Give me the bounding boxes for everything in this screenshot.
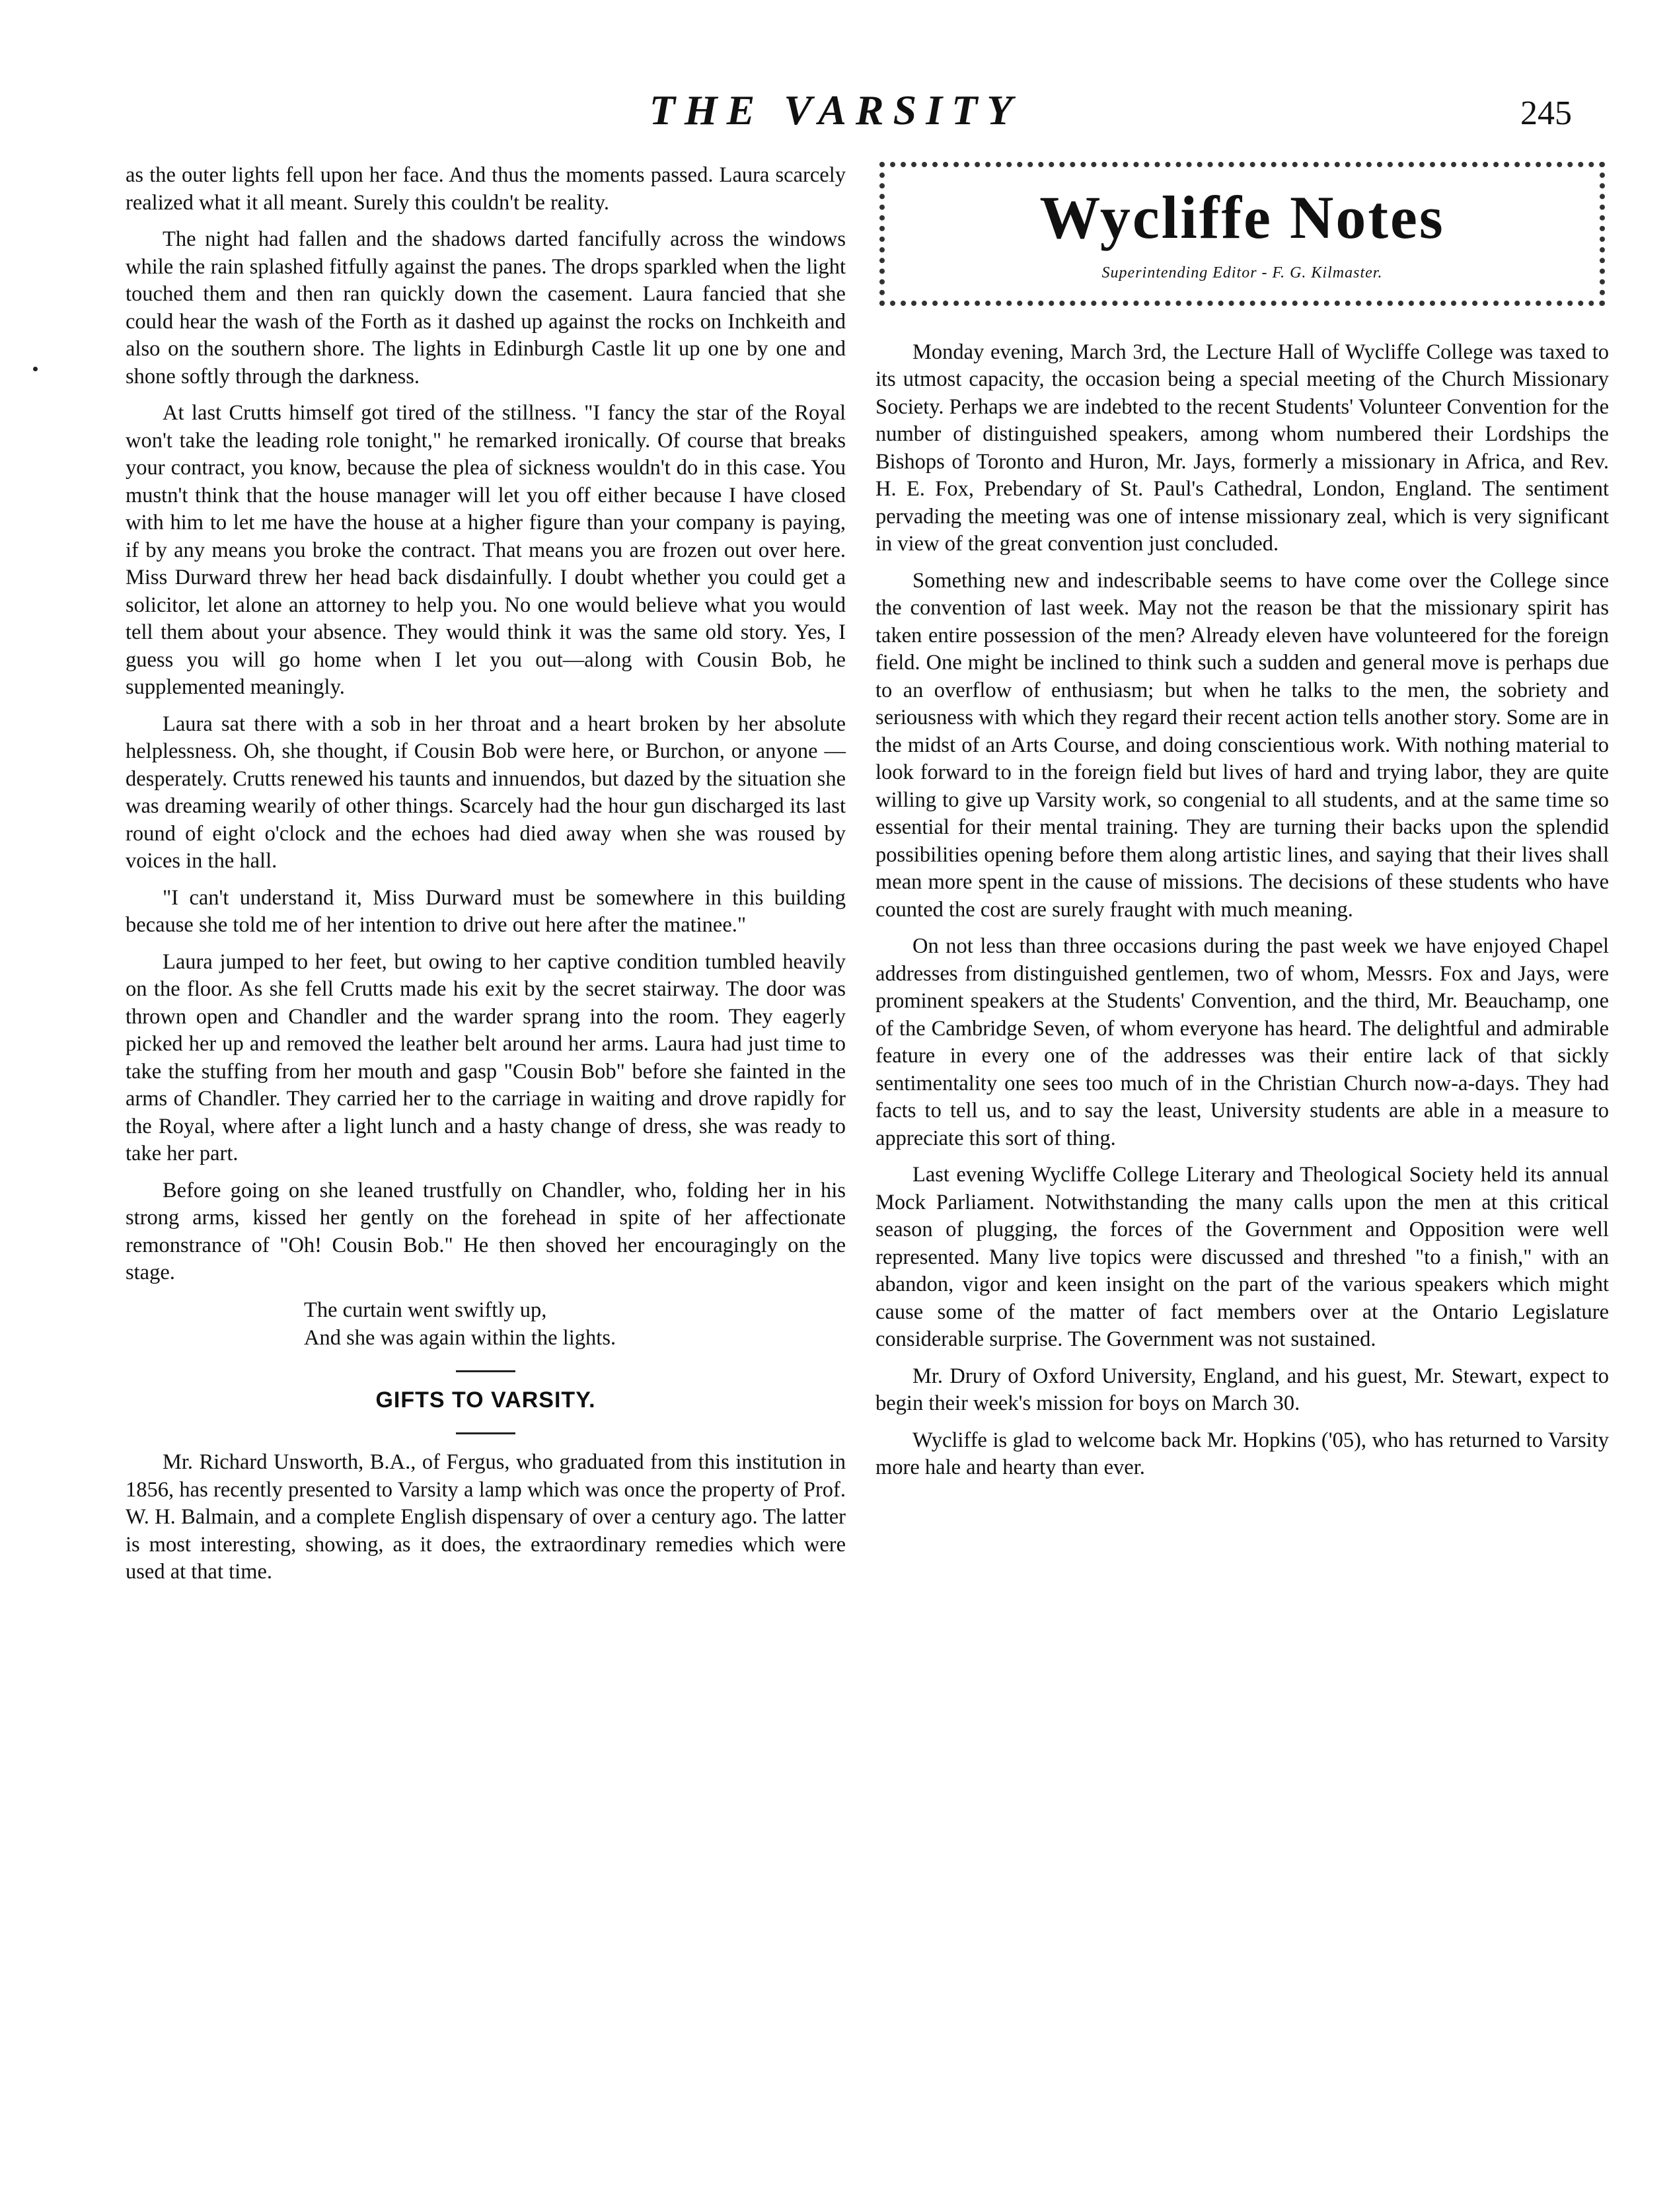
notes-paragraph: Last evening Wycliffe College Literary and Theological Society held its annual Mock Parliament. Notwithstanding the many calls upon the men at this critical season of plugging, the forces of the Government and Opposition were well represented. Many live topics were discussed and threshed "to a finish," with an abandon, vigor and keen insight on the part of the various speakers which might cause some of the matter of fact members over at the Ontario Legislature considerable surprise. The Government was not sustained. <box>875 1163 1609 1351</box>
story-paragraph: At last Crutts himself got tired of the stillness. "I fancy the star of the Royal won't take the leading role tonight," he remarked ironically. Of course that breaks your contract, you know, because the plea of sickness wouldn't do in this case. You mustn't think that the house manager will let you off either because I have closed with him to let me have the house at a higher figure than your company is paying, if by any means you broke the contract. That means you are frozen out over here. Miss Durward threw her head back disdainfully. I doubt whether you could get a solicitor, let alone an attorney to help you. No one would believe what you would tell them about your absence. They would think it was the same old story. Yes, I guess you will go home when I let you out—along with Cousin Bob, he supplemented meaningly. <box>126 401 846 699</box>
stray-mark <box>33 367 38 371</box>
section-divider <box>456 1432 515 1434</box>
gifts-paragraph: Mr. Richard Unsworth, B.A., of Fergus, who graduated from this institution in 1856, has recently presented to Varsity a lamp which was once the property of Prof. W. H. Balmain, and a complete English dispensary of over a century ago. The latter is most interesting, showing, as it does, the extraordinary remedies which were used at that time. <box>126 1450 846 1584</box>
closing-verse <box>304 1296 846 1352</box>
story-paragraph: The night had fallen and the shadows darted fancifully across the windows while the rain splashed fitfully against the panes. The drops sparkled when the light touched them and then ran quickly down the casement. Laura fancied that she could hear the wash of the Forth as it dashed up against the rocks on Inchkeith and also on the southern shore. The lights in Edinburgh Castle lit up one by one and shone softly through the darkness. <box>126 227 846 388</box>
banner-title: Wycliffe Notes <box>1039 184 1445 251</box>
notes-paragraph: Wycliffe is glad to welcome back Mr. Hopkins ('05), who has returned to Varsity more hale and hearty than ever. <box>875 1428 1609 1479</box>
story-paragraph: "I can't understand it, Miss Durward must be somewhere in this building because she told me of her intention to drive out here after the matinee." <box>126 885 846 937</box>
notes-paragraph: On not less than three occasions during the past week we have enjoyed Chapel addresses from distinguished gentlemen, two of whom, Messrs. Fox and Jays, were prominent speakers at the Students' Convention, and the third, Mr. Beauchamp, one of the Cambridge Seven, of whom everyone has heard. The delightful and admirable feature in every one of the addresses was their entire lack of that sickly sentimentality one sees too much of in the Christian Church now-a-days. They had facts to tell us, and to say the least, University students are able in a measure to appreciate this sort of thing. <box>875 934 1609 1150</box>
left-column <box>126 162 846 1596</box>
notes-paragraph: Mr. Drury of Oxford University, England, and his guest, Mr. Stewart, expect to begin their week's mission for boys on March 30. <box>875 1364 1609 1415</box>
page-header <box>0 86 1671 145</box>
page-number: 245 <box>1520 94 1572 132</box>
verse-line: And she was again within the lights. <box>304 1325 616 1350</box>
story-paragraph: Laura jumped to her feet, but owing to her captive condition tumbled heavily on the floor. As she fell Crutts made his exit by the secret stairway. The door was thrown open and Chandler and the warder sprang into the room. They eagerly picked her up and removed the leather belt around her arms. Laura had just time to take the stuffing from her mouth and gasp "Cousin Bob" before she fainted in the arms of Chandler. They carried her to the carriage in waiting and drove rapidly for the Royal, where after a light lunch and a hasty change of dress, she was ready to take her part. <box>126 949 846 1165</box>
story-paragraph: as the outer lights fell upon her face. And thus the moments passed. Laura scarcely realized what it all meant. Surely this couldn't be reality. <box>126 163 846 215</box>
section-divider <box>456 1370 515 1372</box>
verse-line: The curtain went swiftly up, <box>304 1298 547 1322</box>
notes-paragraph: Something new and indescribable seems to have come over the College since the convention of last week. May not the reason be that the missionary spirit has taken entire possession of the men? Already eleven have volunteered for the foreign field. One might be inclined to think such a sudden and general move is perhaps due to an overflow of enthusiasm; but when he talks to the men, the sobriety and seriousness with which they regard their recent action tells another story. Some are in the midst of an Arts Course, and doing conscientious work. With nothing material to look forward to in the foreign field but lives of hard and trying labor, they are quite willing to give up Varsity work, so congenial to all students, and at the same time so essential for their mental training. They are turning their backs upon the splendid possibilities opening before them along artistic lines, and saying that their lives shall mean more spent in the cause of missions. The decisions of these students who have counted the cost are surely fraught with much meaning. <box>875 568 1609 922</box>
banner-subtitle: Superintending Editor - F. G. Kilmaster. <box>1101 264 1383 281</box>
story-paragraph: Laura sat there with a sob in her throat and a heart broken by her absolute helplessness. Oh, she thought, if Cousin Bob were here, or Burchon, or anyone — desperately. Crutts renewed his taunts and innuendos, but dazed by the situation she was dreaming wearily of other things. Scarcely had the hour gun discharged its last round of eight o'clock and the echoes had died away when she was roused by voices in the hall. <box>126 712 846 873</box>
notes-paragraph: Monday evening, March 3rd, the Lecture Hall of Wycliffe College was taxed to its utmost capacity, the occasion being a special meeting of the Church Missionary Society. Perhaps we are indebted to the recent Students' Volunteer Convention for the number of distinguished speakers, among whom numbered their Lordships the Bishops of Toronto and Huron, Mr. Jays, formerly a missionary in Africa, and Rev. H. E. Fox, Prebendary of St. Paul's Cathedral, London, England. The sentiment pervading the meeting was one of intense missionary zeal, which is very significant in view of the great convention just concluded. <box>875 340 1609 556</box>
wycliffe-banner <box>879 162 1605 306</box>
gifts-heading: GIFTS TO VARSITY. <box>375 1387 596 1413</box>
masthead-title: THE VARSITY <box>649 87 1022 133</box>
story-paragraph: Before going on she leaned trustfully on Chandler, who, folding her in his strong arms, kissed her gently on the forehead in spite of her affectionate remonstrance of "Oh! Cousin Bob." He then shoved her encouragingly on the stage. <box>126 1178 846 1284</box>
right-column <box>875 162 1609 1491</box>
